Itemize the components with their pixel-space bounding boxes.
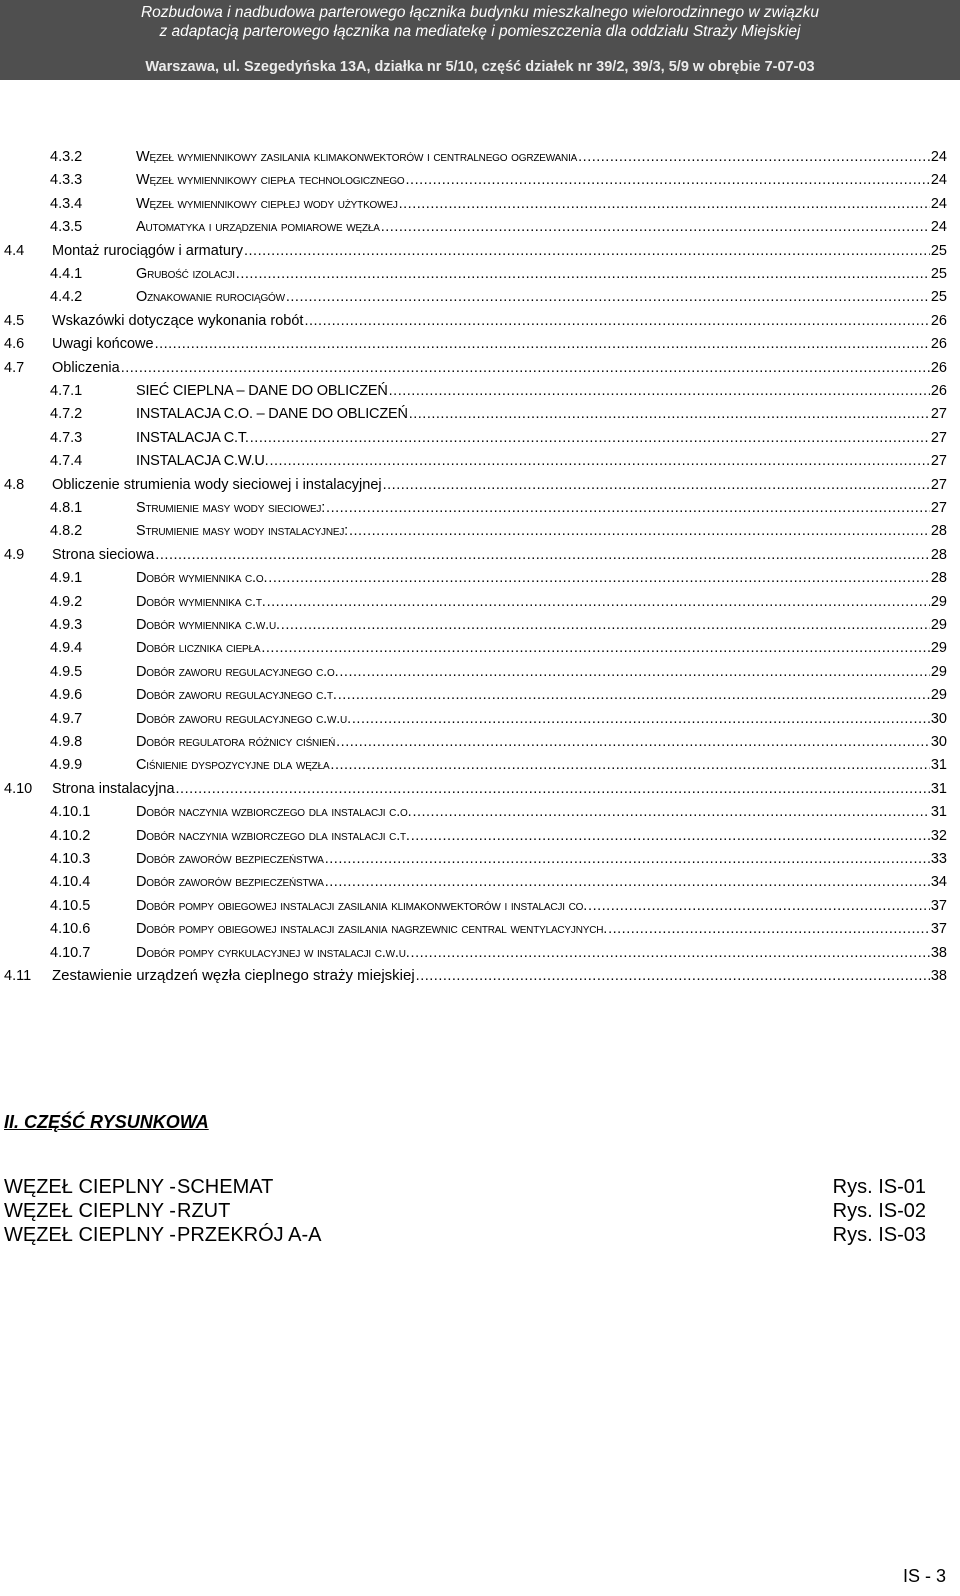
header-project-line-2: z adaptacją parterowego łącznika na mediatekę i pomieszczenia dla oddziału Straży Miejskiej: [159, 23, 801, 40]
toc-entry-title: INSTALACJA C.O. – DANE DO OBLICZEŃ: [136, 406, 408, 423]
toc-entry-body: [136, 169, 947, 191]
toc-entry-number: 4.7: [4, 359, 25, 376]
toc-entry-number: 4.10.5: [50, 897, 91, 914]
toc-entry-body: [136, 731, 947, 753]
dot-leader: [349, 520, 930, 542]
drawing-row: [4, 1174, 926, 1200]
toc-entry-title: Oznakowanie rurociągów: [136, 289, 285, 306]
toc-entry-page: 24: [930, 149, 947, 165]
toc-entry-body: [136, 825, 947, 847]
toc-entry-page: 29: [930, 663, 947, 680]
toc-entry-body: [52, 357, 947, 379]
toc-entry-body: [136, 895, 947, 917]
dot-leader: [281, 614, 930, 636]
toc-entry[interactable]: [0, 661, 960, 683]
toc-entry[interactable]: [0, 918, 960, 940]
drawing-title: SCHEMAT: [177, 1176, 274, 1198]
toc-entry-page: 32: [930, 827, 947, 844]
toc-entry-body: [136, 801, 947, 823]
toc-entry-title: Obliczenia: [52, 359, 120, 376]
toc-entry-number: 4.9.7: [50, 710, 83, 727]
dot-leader: [336, 731, 930, 753]
toc-entry-number: 4.11: [4, 968, 32, 984]
toc-entry-number: 4.9.8: [50, 734, 83, 750]
toc-entry-number: 4.5: [4, 312, 25, 329]
drawing-name: WĘZEŁ CIEPLNY -: [4, 1176, 176, 1198]
toc-entry-number: 4.4: [4, 242, 25, 259]
toc-entry-page: 28: [930, 570, 947, 587]
toc-entry-number: 4.10.6: [50, 921, 91, 938]
toc-entry[interactable]: [0, 848, 960, 870]
toc-entry-page: 27: [930, 429, 947, 446]
dot-leader: [412, 801, 929, 823]
toc-entry-number: 4.9.4: [50, 640, 83, 657]
toc-entry-page: 26: [930, 336, 947, 353]
toc-entry-number: 4.3.2: [50, 149, 83, 165]
toc-entry[interactable]: [0, 310, 960, 332]
toc-entry-page: 25: [930, 266, 947, 282]
toc-entry[interactable]: [0, 708, 960, 730]
toc-entry-body: [136, 754, 947, 776]
dot-leader: [411, 942, 930, 964]
toc-entry-body: [136, 497, 947, 519]
header-project-line-1: Rozbudowa i nadbudowa parterowego łącznika budynku mieszkalnego wielorodzinnego w związku: [140, 4, 820, 21]
toc-entry-number: 4.9.2: [50, 593, 83, 610]
dot-leader: [338, 684, 930, 706]
dot-leader: [176, 778, 930, 800]
toc-entry[interactable]: [0, 591, 960, 613]
drawing-ref: Rys. IS-02: [832, 1200, 926, 1222]
toc-entry-body: [136, 146, 947, 168]
drawing-row: [4, 1198, 926, 1224]
toc-entry-title: Dobór licznika ciepła: [136, 640, 261, 657]
toc-entry-page: 34: [930, 874, 947, 891]
drawing-name: WĘZEŁ CIEPLNY -: [4, 1224, 176, 1246]
toc-entry-page: 31: [930, 780, 947, 797]
toc-entry[interactable]: [0, 778, 960, 800]
toc-entry-body: [136, 520, 947, 542]
dot-leader: [608, 918, 930, 940]
toc-entry[interactable]: [0, 380, 960, 402]
toc-entry[interactable]: [0, 333, 960, 355]
drawings-section-title: II. CZĘŚĆ RYSUNKOWA: [4, 1112, 209, 1132]
toc-entry-number: 4.9.6: [50, 687, 83, 704]
dot-leader: [325, 848, 930, 870]
toc-entry-body: [136, 684, 947, 706]
toc-entry-page: 27: [930, 476, 947, 493]
toc-entry-title: Strumienie masy wody sieciowej:: [136, 500, 326, 516]
toc-entry-title: Dobór zaworu regulacyjnego c.w.u.: [136, 710, 351, 727]
toc-entry[interactable]: [0, 520, 960, 542]
dot-leader: [268, 567, 930, 589]
dot-leader: [411, 825, 930, 847]
toc-entry-body: [136, 427, 947, 449]
dot-leader: [326, 497, 930, 519]
toc-entry-number: 4.7.4: [50, 453, 83, 470]
toc-entry-body: [136, 380, 947, 402]
toc-entry-page: 26: [930, 312, 947, 329]
toc-entry[interactable]: [0, 731, 960, 753]
dot-leader: [250, 427, 930, 449]
toc-entry-number: 4.8.2: [50, 523, 83, 540]
toc-entry-title: Dobór zaworów bezpieczeństwa: [136, 874, 324, 891]
toc-entry-page: 28: [930, 523, 947, 540]
toc-entry[interactable]: [0, 450, 960, 472]
toc-entry-page: 38: [930, 944, 947, 961]
toc-entry-number: 4.3.3: [50, 172, 83, 189]
toc-entry[interactable]: [0, 825, 960, 847]
toc-entry[interactable]: [0, 942, 960, 964]
toc-entry-number: 4.8.1: [50, 500, 83, 516]
toc-entry-number: 4.10: [4, 780, 33, 797]
toc-entry[interactable]: [0, 216, 960, 238]
toc-entry-number: 4.10.7: [50, 944, 91, 961]
toc-entry[interactable]: [0, 497, 960, 519]
toc-entry-body: [136, 661, 947, 683]
toc-entry-number: 4.3.4: [50, 195, 83, 212]
toc-entry-number: 4.7.1: [50, 383, 83, 399]
toc-entry-title: INSTALACJA C.W.U.: [136, 453, 269, 470]
toc-entry-page: 37: [930, 921, 947, 938]
toc-entry-body: [136, 263, 947, 285]
toc-entry[interactable]: [0, 357, 960, 379]
dot-leader: [236, 263, 930, 285]
toc-entry-title: Dobór wymiennika c.w.u.: [136, 617, 280, 633]
toc-entry-body: [136, 286, 947, 308]
toc-entry-number: 4.9.5: [50, 663, 83, 680]
dot-leader: [409, 403, 930, 425]
dot-leader: [325, 871, 930, 893]
toc-entry[interactable]: [0, 871, 960, 893]
dot-leader: [339, 661, 929, 683]
toc-entry-number: 4.3.5: [50, 219, 83, 236]
toc-entry[interactable]: [0, 193, 960, 215]
dot-leader: [270, 450, 930, 472]
toc-entry[interactable]: [0, 754, 960, 776]
toc-entry-body: [52, 965, 947, 987]
toc-entry-page: 33: [930, 851, 947, 867]
toc-entry-title: Zestawienie urządzeń węzła cieplnego straży miejskiej: [52, 967, 415, 984]
dot-leader: [286, 286, 930, 308]
toc-entry-title: Strona instalacyjna: [52, 780, 175, 797]
toc-entry-number: 4.4.1: [50, 266, 83, 282]
toc-entry-title: Dobór pompy obiegowej instalacji zasilania nagrzewnic central wentylacyjnych.: [136, 921, 608, 938]
dot-leader: [121, 357, 930, 379]
toc-entry[interactable]: [0, 427, 960, 449]
toc-entry-title: Dobór naczynia wzbiorczego dla instalacji c.o.: [136, 804, 412, 821]
toc-entry[interactable]: [0, 240, 960, 262]
toc-entry-page: 29: [930, 640, 947, 657]
toc-entry-page: 29: [930, 687, 947, 704]
toc-entry-body: [136, 216, 947, 238]
toc-entry-page: 25: [930, 242, 947, 259]
toc-entry-title: Dobór wymiennika c.t.: [136, 593, 266, 610]
dot-leader: [155, 544, 930, 566]
toc-entry-title: Dobór zaworów bezpieczeństwa: [136, 851, 324, 867]
toc-entry-page: 24: [930, 195, 947, 212]
toc-entry-number: 4.9: [4, 546, 25, 563]
toc-entry-title: Węzeł wymiennikowy ciepła technologicznego: [136, 172, 405, 189]
toc-entry-title: Ciśnienie dyspozycyjne dla węzła: [136, 757, 330, 774]
dot-leader: [389, 380, 930, 402]
toc-entry[interactable]: [0, 965, 960, 987]
toc-entry[interactable]: [0, 403, 960, 425]
toc-entry-page: 31: [930, 804, 947, 821]
toc-entry[interactable]: [0, 684, 960, 706]
dot-leader: [352, 708, 930, 730]
dot-leader: [155, 333, 930, 355]
toc-entry-title: Dobór pompy obiegowej instalacji zasilania klimakonwektorów i instalacji co.: [136, 897, 588, 914]
toc-entry-title: Dobór naczynia wzbiorczego dla instalacji c.t.: [136, 827, 410, 844]
toc-entry-number: 4.9.9: [50, 757, 83, 774]
toc-entry-body: [52, 544, 947, 566]
toc-entry-page: 24: [930, 172, 947, 189]
toc-entry-body: [136, 637, 947, 659]
toc-entry-title: Uwagi końcowe: [52, 336, 154, 353]
toc-entry-title: Wskazówki dotyczące wykonania robót: [52, 312, 304, 329]
toc-entry-number: 4.10.4: [50, 874, 91, 891]
toc-entry-number: 4.7.3: [50, 429, 83, 446]
toc-entry-body: [136, 403, 947, 425]
page-number: IS - 3: [902, 1566, 946, 1586]
toc-entry-page: 38: [930, 968, 947, 984]
drawing-name: WĘZEŁ CIEPLNY -: [4, 1200, 176, 1222]
toc-entry-body: [136, 450, 947, 472]
toc-entry-body: [136, 942, 947, 964]
toc-entry-number: 4.6: [4, 336, 25, 353]
toc-entry-title: Montaż rurociągów i armatury: [52, 242, 243, 259]
dot-leader: [399, 193, 930, 215]
toc-entry[interactable]: [0, 801, 960, 823]
toc-entry-body: [136, 614, 947, 636]
toc-entry-page: 31: [930, 757, 947, 774]
dot-leader: [304, 310, 929, 332]
toc-entry[interactable]: [0, 286, 960, 308]
toc-entry-title: Strona sieciowa: [52, 546, 155, 563]
toc-entry[interactable]: [0, 263, 960, 285]
toc-entry-page: 37: [930, 897, 947, 914]
toc-entry-page: 24: [930, 219, 947, 236]
toc-entry-page: 27: [930, 500, 947, 516]
toc-entry-number: 4.10.1: [50, 804, 91, 821]
toc-entry-body: [52, 474, 947, 496]
drawing-row: [4, 1222, 926, 1248]
toc-entry[interactable]: [0, 544, 960, 566]
toc-entry-page: 29: [930, 617, 947, 633]
toc-entry-page: 27: [930, 406, 947, 423]
toc-entry-title: Automatyka i urządzenia pomiarowe węzła: [136, 219, 380, 236]
toc-entry-title: Dobór zaworu regulacyjnego c.o.: [136, 663, 339, 680]
toc-entry-title: Dobór zaworu regulacyjnego c.t.: [136, 687, 337, 704]
toc-entry-title: Strumienie masy wody instalacyjnej:: [136, 523, 348, 540]
toc-entry[interactable]: [0, 567, 960, 589]
toc-entry-title: Dobór pompy cyrkulacyjnej w instalacji c.w.u.: [136, 944, 410, 961]
document-header: [0, 0, 960, 80]
toc-entry-page: 29: [930, 593, 947, 610]
toc-entry-body: [136, 567, 947, 589]
toc-entry-page: 27: [930, 453, 947, 470]
toc-entry-number: 4.10.3: [50, 851, 91, 867]
toc-entry-body: [52, 310, 947, 332]
toc-entry[interactable]: [0, 146, 960, 168]
toc-entry-page: 26: [930, 383, 947, 399]
header-address-line: Warszawa, ul. Szegedyńska 13A, działka nr 5/10, część działek nr 39/2, 39/3, 5/9 w obrębie 7-07-03: [145, 59, 815, 75]
toc-entry-number: 4.7.2: [50, 406, 83, 423]
toc-entry-body: [136, 591, 947, 613]
toc-entry-body: [136, 193, 947, 215]
dot-leader: [261, 637, 930, 659]
toc-entry[interactable]: [0, 637, 960, 659]
toc-entry-title: Dobór regulatora różnicy ciśnień: [136, 734, 336, 750]
dot-leader: [383, 474, 930, 496]
toc-entry-body: [52, 333, 947, 355]
dot-leader: [406, 169, 930, 191]
toc-entry-page: 30: [930, 734, 947, 750]
drawing-ref: Rys. IS-01: [832, 1176, 926, 1198]
dot-leader: [381, 216, 930, 238]
toc-entry-number: 4.4.2: [50, 289, 83, 306]
toc-entry-title: Dobór wymiennika c.o.: [136, 570, 268, 587]
drawing-title: PRZEKRÓJ A-A: [177, 1224, 322, 1246]
dot-leader: [416, 965, 930, 987]
dot-leader: [330, 754, 929, 776]
toc-entry-body: [136, 708, 947, 730]
toc-entry-body: [136, 871, 947, 893]
toc-entry-body: [136, 848, 947, 870]
drawing-title: RZUT: [177, 1200, 231, 1222]
toc-entry-page: 30: [930, 710, 947, 727]
toc-entry-body: [136, 918, 947, 940]
toc-entry-title: SIEĆ CIEPLNA – DANE DO OBLICZEŃ: [136, 383, 388, 399]
toc-entry-page: 25: [930, 289, 947, 306]
toc-entry-body: [52, 778, 947, 800]
toc-entry[interactable]: [0, 614, 960, 636]
drawing-ref: Rys. IS-03: [832, 1224, 926, 1246]
toc-entry-page: 26: [930, 359, 947, 376]
toc-entry-body: [52, 240, 947, 262]
dot-leader: [267, 591, 930, 613]
toc-entry-title: INSTALACJA C.T.: [136, 429, 249, 446]
dot-leader: [578, 146, 930, 168]
toc-entry[interactable]: [0, 169, 960, 191]
toc-entry-number: 4.8: [4, 476, 25, 493]
toc-entry-number: 4.10.2: [50, 827, 91, 844]
toc-entry-title: Obliczenie strumienia wody sieciowej i instalacyjnej: [52, 476, 382, 493]
toc-entry[interactable]: [0, 895, 960, 917]
toc-entry-title: Grubość izolacji: [136, 266, 235, 282]
toc-entry-title: Węzeł wymiennikowy zasilania klimakonwektorów i centralnego ogrzewania: [136, 149, 578, 165]
toc-entry-title: Węzeł wymiennikowy ciepłej wody użytkowej: [136, 195, 398, 212]
toc-entry-number: 4.9.3: [50, 617, 83, 633]
toc-entry-page: 28: [930, 546, 947, 563]
dot-leader: [588, 895, 930, 917]
dot-leader: [244, 240, 930, 262]
toc-entry-number: 4.9.1: [50, 570, 83, 587]
toc-entry[interactable]: [0, 474, 960, 496]
